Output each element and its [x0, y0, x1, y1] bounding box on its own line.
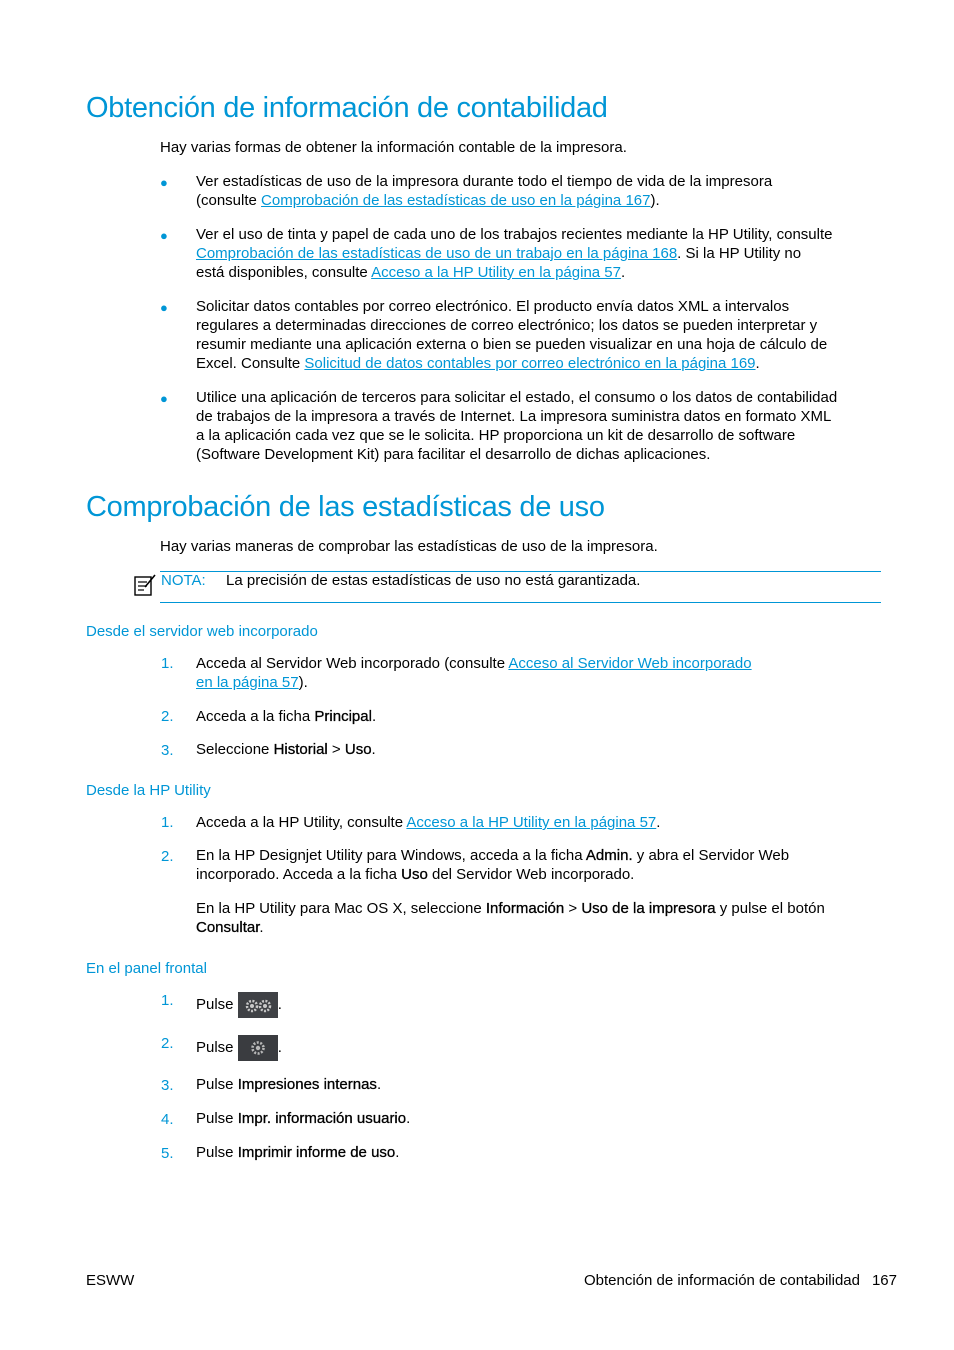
- section-title-usage-stats: Comprobación de las estadísticas de uso: [86, 491, 605, 523]
- subheading-ews: Desde el servidor web incorporado: [86, 623, 318, 640]
- ui-label-admin: Admin.: [585, 847, 633, 864]
- list-item: [196, 654, 886, 692]
- section1-intro: Hay varias formas de obtener la información contable de la impresora.: [160, 139, 627, 156]
- step-text: Pulse: [196, 1076, 238, 1093]
- link-job-usage-stats[interactable]: Comprobación de las estadísticas de uso de un trabajo en la página 168: [196, 245, 678, 262]
- step-text: .: [371, 708, 377, 725]
- step-text: del Servidor Web incorporado.: [427, 866, 635, 883]
- section-title-accounting: Obtención de información de contabilidad: [86, 92, 608, 124]
- step-number: 1.: [161, 814, 174, 831]
- step-number: 3.: [161, 1077, 174, 1094]
- bullet-text: .: [621, 264, 626, 281]
- step-text: Pulse: [196, 1110, 238, 1127]
- note-bottom-rule: [160, 602, 881, 603]
- step-text: y pulse el botón: [715, 900, 825, 917]
- bullet-text: Ver estadísticas de uso de la impresora durante todo el tiempo de vida de la impresora: [196, 173, 773, 190]
- bullet-text: (Software Development Kit) para facilitar el desarrollo de dichas aplicaciones.: [196, 446, 711, 463]
- step-number: 2.: [161, 708, 174, 725]
- ui-label-uso: Uso: [401, 866, 428, 883]
- list-item: [196, 297, 886, 373]
- step-number: 1.: [161, 655, 174, 672]
- subheading-front-panel: En el panel frontal: [86, 960, 207, 977]
- step-text: Acceda al Servidor Web incorporado (consulte: [196, 655, 509, 672]
- note-text: La precisión de estas estadísticas de uso no está garantizada.: [226, 572, 641, 589]
- step-text: incorporado. Acceda a la ficha: [196, 866, 402, 883]
- gear-icon[interactable]: [238, 1035, 278, 1061]
- bullet-icon: ●: [160, 228, 168, 243]
- ui-label-informacion: Información: [485, 900, 565, 917]
- bullet-text: regulares a determinadas direcciones de correo electrónico; los datos se pueden interpretar y: [196, 317, 818, 334]
- list-item: [196, 992, 886, 1018]
- footer-left: ESWW: [86, 1272, 135, 1289]
- settings-gears-icon[interactable]: [238, 992, 278, 1018]
- step-text: ).: [298, 674, 308, 691]
- ui-label-impresiones-internas: Impresiones internas: [237, 1076, 377, 1093]
- step-text: .: [656, 814, 661, 831]
- note-icon: [133, 573, 157, 597]
- bullet-text: Excel. Consulte: [196, 355, 305, 372]
- footer-right: [584, 1271, 897, 1290]
- bullet-text: Utilice una aplicación de terceros para solicitar el estado, el consumo o los datos de contabilidad: [196, 389, 838, 406]
- step-text: .: [277, 1039, 282, 1056]
- bullet-text: a la aplicación cada vez que se le solicita. HP proporciona un kit de desarrollo de software: [196, 427, 796, 444]
- bullet-text: Solicitar datos contables por correo electrónico. El producto envía datos XML a intervalos: [196, 298, 790, 315]
- step-text: Seleccione: [196, 741, 274, 758]
- step-text: .: [376, 1076, 382, 1093]
- ui-label-historial: Historial: [273, 741, 328, 758]
- step-text: y abra el Servidor Web: [632, 847, 790, 864]
- list-item: [196, 1143, 886, 1162]
- bullet-text: (consulte: [196, 192, 262, 209]
- section2-intro: Hay varias maneras de comprobar las estadísticas de uso de la impresora.: [160, 538, 658, 555]
- step-text: Pulse: [196, 1039, 238, 1056]
- mac-instructions: [196, 899, 886, 937]
- step-text: .: [371, 741, 376, 758]
- step-text: .: [277, 996, 282, 1013]
- ui-label-imprimir-informe-uso: Imprimir informe de uso: [237, 1144, 396, 1161]
- step-text: Pulse: [196, 996, 238, 1013]
- step-text: Acceda a la HP Utility, consulte: [196, 814, 407, 831]
- bullet-text: ).: [650, 192, 660, 209]
- step-number: 1.: [161, 992, 174, 1009]
- bullet-icon: ●: [160, 391, 168, 406]
- step-text: Pulse: [196, 1144, 238, 1161]
- bullet-text: está disponibles, consulte: [196, 264, 372, 281]
- step-text: >: [564, 900, 582, 917]
- step-text: .: [406, 1110, 411, 1127]
- list-item: [196, 172, 886, 210]
- link-hp-utility[interactable]: Acceso a la HP Utility en la página 57: [371, 264, 621, 281]
- link-ews-page[interactable]: en la página 57: [196, 674, 299, 691]
- link-ews-access[interactable]: Acceso al Servidor Web incorporado: [508, 655, 752, 672]
- subheading-hp-utility: Desde la HP Utility: [86, 782, 211, 799]
- bullet-text: . Si la HP Utility no: [677, 245, 802, 262]
- bullet-text: .: [755, 355, 760, 372]
- step-number: 2.: [161, 1035, 174, 1052]
- list-item: [196, 846, 886, 884]
- step-text: Acceda a la ficha: [196, 708, 315, 725]
- link-hp-utility-2[interactable]: Acceso a la HP Utility en la página 57: [406, 814, 657, 831]
- list-item: [196, 707, 886, 726]
- bullet-text: resumir mediante una aplicación externa o bien se pueden visualizar en una hoja de cálculo de: [196, 336, 828, 353]
- step-text: En la HP Designjet Utility para Windows, acceda a la ficha: [196, 847, 586, 864]
- step-number: 5.: [161, 1145, 174, 1162]
- page-number: 167: [871, 1272, 897, 1289]
- bullet-text: de trabajos de la impresora a través de Internet. La impresora suministra datos en formato XML: [196, 408, 832, 425]
- bullet-icon: ●: [160, 300, 168, 315]
- list-item: [196, 1035, 886, 1061]
- list-item: [196, 813, 886, 832]
- list-item: [196, 740, 886, 759]
- step-text: .: [259, 919, 264, 936]
- list-item: [196, 1109, 886, 1128]
- step-text: En la HP Utility para Mac OS X, seleccione: [196, 900, 486, 917]
- list-item: [196, 388, 886, 464]
- footer-section-title: Obtención de información de contabilidad: [583, 1272, 860, 1289]
- ui-label-principal: Principal: [314, 708, 372, 725]
- link-email-accounting[interactable]: Solicitud de datos contables por correo electrónico en la página 169: [304, 355, 756, 372]
- step-number: 4.: [161, 1111, 174, 1128]
- note-label: NOTA:: [161, 572, 206, 589]
- ui-label-uso-impresora: Uso de la impresora: [581, 900, 716, 917]
- bullet-text: Ver el uso de tinta y papel de cada uno de los trabajos recientes mediante la HP Utility, consulte: [196, 226, 833, 243]
- step-number: 2.: [161, 848, 174, 865]
- step-number: 3.: [161, 742, 174, 759]
- step-text: >: [327, 741, 345, 758]
- ui-label-impr-info-usuario: Impr. información usuario: [237, 1110, 407, 1127]
- ui-label-consultar: Consultar: [196, 919, 260, 936]
- list-item: [196, 1075, 886, 1094]
- list-item: [196, 225, 886, 282]
- ui-label-uso: Uso: [344, 741, 372, 758]
- link-usage-stats[interactable]: Comprobación de las estadísticas de uso en la página 167: [261, 192, 651, 209]
- step-text: .: [395, 1144, 400, 1161]
- bullet-icon: ●: [160, 175, 168, 190]
